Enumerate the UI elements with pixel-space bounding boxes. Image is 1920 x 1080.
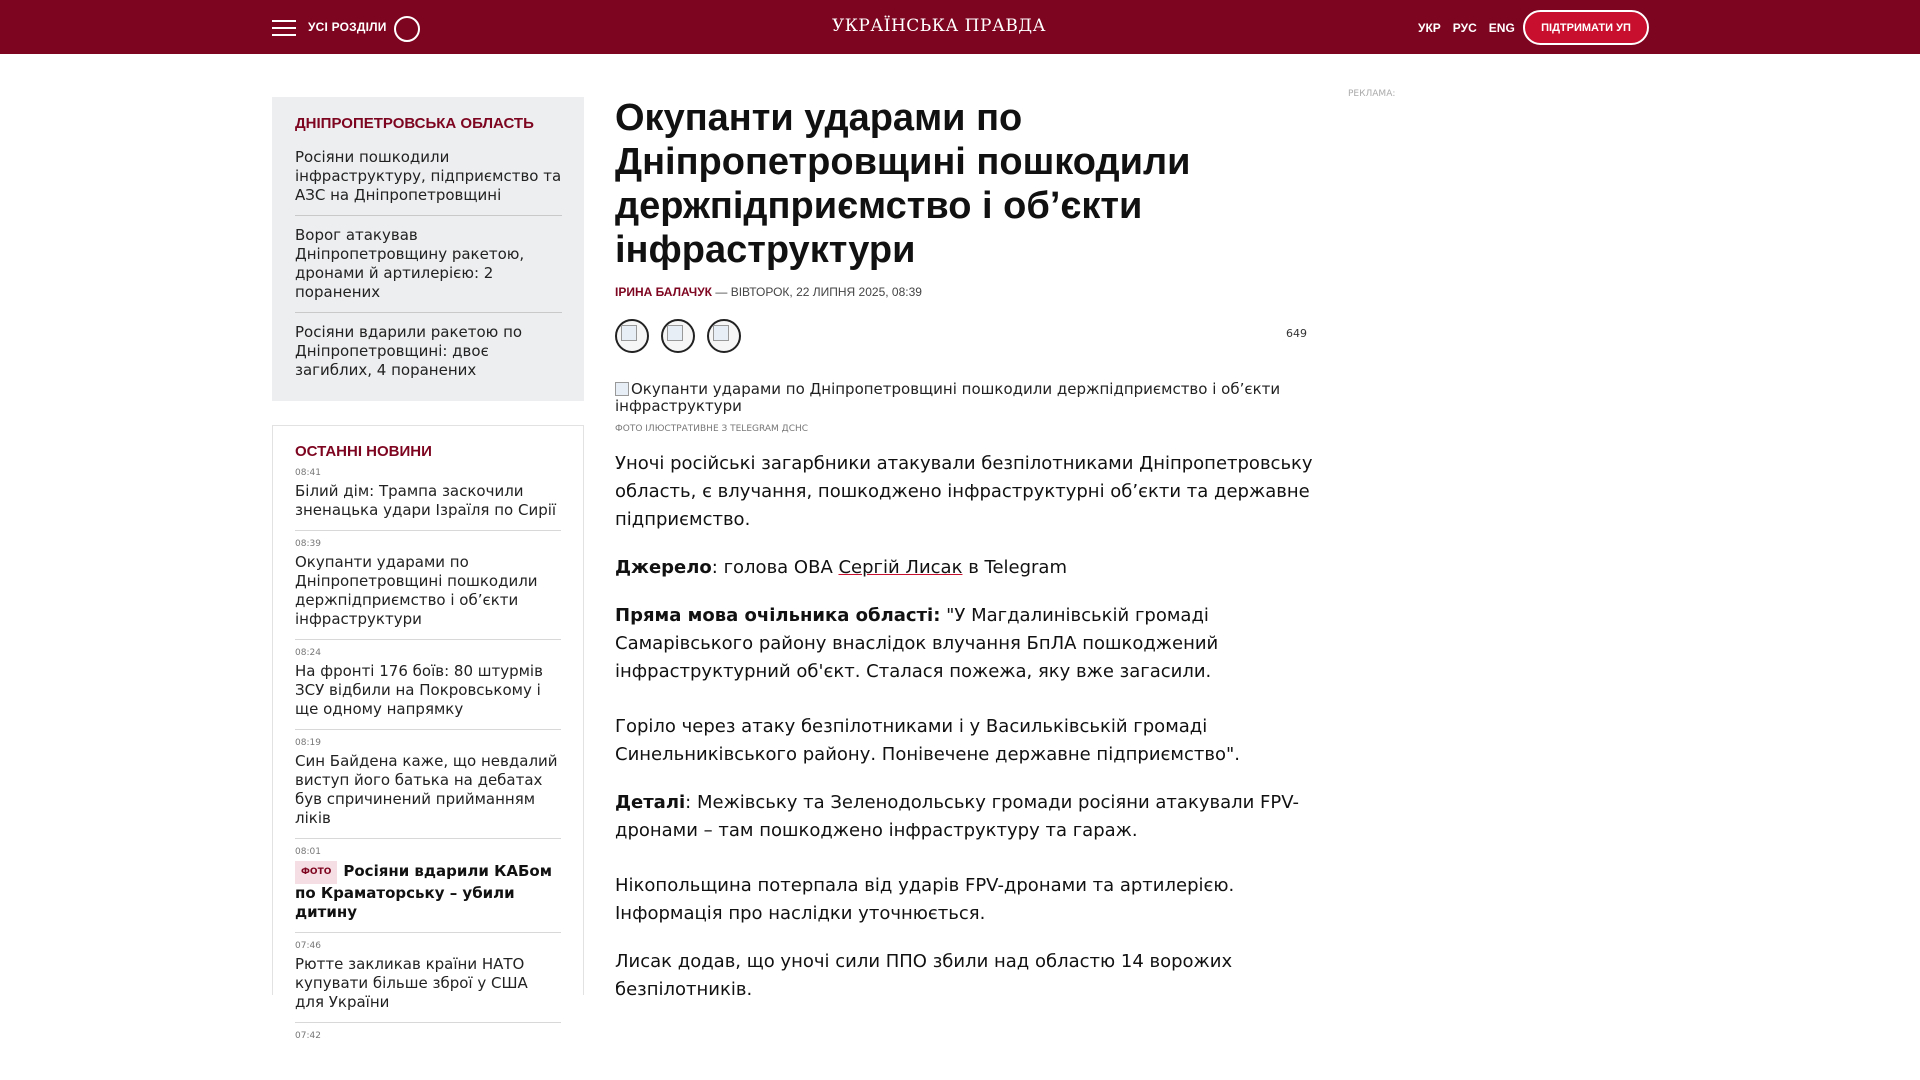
support-button[interactable]: ПІДТРИМАТИ УП	[1523, 10, 1649, 45]
news-time: 07:42	[295, 1031, 321, 1041]
article	[615, 96, 1315, 1004]
article-paragraph	[615, 602, 1315, 686]
byline-separator: —	[712, 285, 731, 299]
region-news-box	[272, 97, 584, 401]
region-news-item[interactable]: Росіяни пошкодили інфраструктуру, підприємство та АЗС на Дніпропетровщині	[295, 148, 562, 216]
source-text: в Telegram	[962, 557, 1067, 578]
latest-news-box	[272, 425, 584, 1041]
ad-label: РЕКЛАМА:	[1348, 89, 1396, 99]
news-headline[interactable]	[295, 861, 561, 922]
article-headline: Окупанти ударами по Дніпропетровщині пошкодили держпідприємство і об’єкти інфраструктури	[615, 97, 1191, 271]
share-row	[615, 319, 1315, 355]
article-paragraph: Горіло через атаку безпілотниками і у Васильківській громаді Синельниківського району. Понівечене державне підприємство".	[615, 716, 1240, 765]
source-label: Джерело	[615, 557, 712, 578]
facebook-share-icon[interactable]	[615, 319, 649, 353]
news-time: 07:46	[295, 941, 321, 951]
news-item[interactable]	[295, 847, 561, 933]
news-item[interactable]	[295, 468, 561, 531]
latest-news-title[interactable]: ОСТАННІ НОВИНИ	[295, 443, 432, 460]
source-link[interactable]: Сергій Лисак	[838, 557, 963, 578]
news-item[interactable]	[295, 738, 561, 839]
news-time: 08:24	[295, 648, 321, 658]
details-label: Деталі	[615, 792, 686, 813]
photo-badge: ФОТО	[295, 861, 337, 884]
news-item[interactable]	[295, 539, 561, 640]
top-bar	[0, 0, 1920, 54]
details-text: : Межівську та Зеленодольську громади росіяни атакували FPV-дронами – там пошкоджено інфраструктуру та гараж.	[615, 792, 1299, 841]
news-time: 08:39	[295, 539, 321, 549]
site-logo[interactable]: УКРАЇНСЬКА ПРАВДА	[831, 16, 1047, 36]
news-time: 08:19	[295, 738, 321, 748]
news-item[interactable]	[295, 648, 561, 730]
region-news-item[interactable]: Росіяни вдарили ракетою по Дніпропетровщині: двоє загиблих, 4 поранених	[295, 323, 523, 379]
news-headline[interactable]: На фронті 176 боїв: 80 штурмів ЗСУ відбили на Покровському і ще одному напрямку	[295, 662, 543, 718]
news-item[interactable]	[295, 1031, 561, 1055]
language-switcher	[1418, 21, 1515, 35]
article-paragraph	[615, 554, 1315, 582]
twitter-share-icon[interactable]	[661, 319, 695, 353]
source-text: : голова ОВА	[711, 557, 839, 578]
news-headline[interactable]: Білий дім: Трампа заскочили зненацька удари Ізраїля по Сирії	[295, 482, 557, 519]
lang-rus[interactable]: РУС	[1452, 21, 1477, 35]
image-caption: ФОТО ІЛЮСТРАТИВНЕ З TELEGRAM ДСНС	[615, 424, 809, 434]
news-time: 08:01	[295, 847, 321, 857]
news-headline[interactable]: Син Байдена каже, що невдалий виступ його батька на дебатах був спричинений прийманням ліків	[295, 752, 558, 827]
lang-ukr[interactable]: УКР	[1418, 21, 1441, 35]
news-headline[interactable]: Рютте закликав країни НАТО купувати більше зброї у США для України	[295, 955, 528, 1011]
byline	[615, 285, 1315, 299]
quote-text: "У Магдалинівській громаді Самарівського району внаслідок влучання БпЛА пошкоджений інфраструктурний об'єкт. Сталася пожежа, яку вже загасили.	[615, 605, 1219, 682]
region-title[interactable]: ДНІПРОПЕТРОВСЬКА ОБЛАСТЬ	[295, 115, 534, 132]
article-paragraph: Лисак додав, що уночі сили ППО збили над областю 14 ворожих безпілотників.	[615, 951, 1233, 1000]
news-item[interactable]	[295, 941, 561, 1023]
news-headline[interactable]: Окупанти ударами по Дніпропетровщині пошкодили держпідприємство і об’єкти інфраструктури	[295, 553, 538, 628]
news-time: 08:41	[295, 468, 321, 478]
article-image	[615, 381, 1315, 415]
all-sections-link[interactable]: УСІ РОЗДІЛИ	[308, 20, 387, 34]
news-headline-text[interactable]: Росіяни вдарили КАБом по Краматорську – убили дитину	[295, 862, 552, 921]
broken-image-icon	[615, 382, 629, 396]
telegram-share-icon[interactable]	[707, 319, 741, 353]
article-paragraph: Уночі російські загарбники атакували безпілотниками Дніпропетровську область, є влучання, пошкоджено інфраструктурні об’єкти та державне підприємство.	[615, 453, 1313, 530]
publish-date: ВІВТОРОК, 22 ЛИПНЯ 2025, 08:39	[730, 285, 922, 299]
views-count: 649	[1286, 327, 1307, 340]
author-link[interactable]: ІРИНА БАЛАЧУК	[615, 285, 713, 299]
article-paragraph: Нікопольщина потерпала від ударів FPV-дронами та артилерією. Інформація про наслідки уточнюється.	[615, 875, 1235, 924]
image-alt-text: Окупанти ударами по Дніпропетровщині пошкодили держпідприємство і об’єкти інфраструктури	[615, 380, 1281, 415]
quote-label: Пряма мова очільника області:	[615, 605, 941, 626]
lang-eng[interactable]: ENG	[1488, 21, 1515, 35]
region-news-item[interactable]: Ворог атакував Дніпропетровщину ракетою, дронами й артилерією: 2 поранених	[295, 226, 562, 313]
article-paragraph	[615, 789, 1315, 845]
